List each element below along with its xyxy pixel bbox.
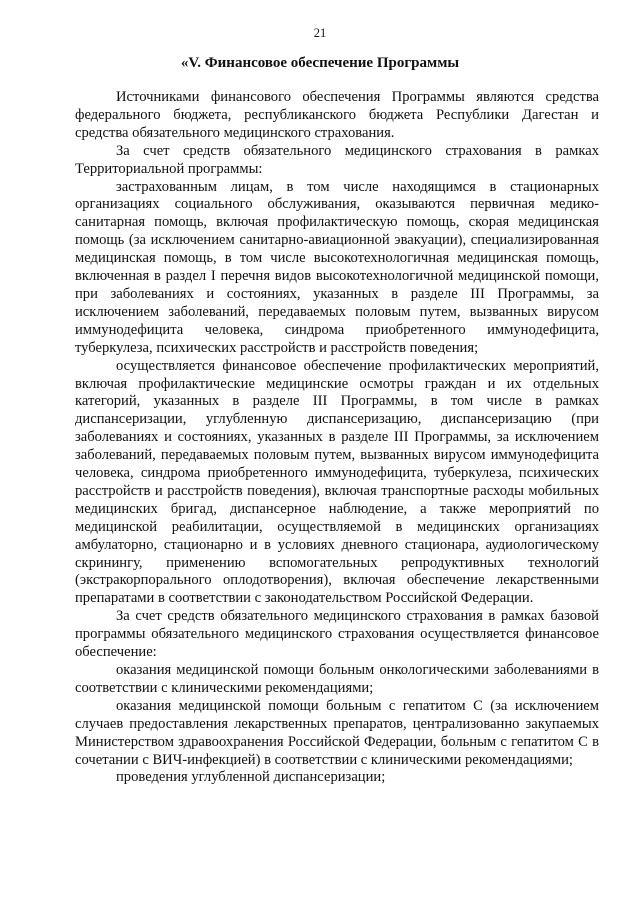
paragraph: осуществляется финансовое обеспечение профилактических мероприятий, включая профилактические медицинские осмотры граждан и их отдельных категорий, указанных в разделе III Программы, в том числе в рамках диспансеризации, углубленную диспансеризацию, диспансеризацию (при заболеваниях и состояниях, указанных в разделе III Программы, за исключением заболеваний, передаваемых половым путем, вызванных вирусом иммунодефицита человека, синдрома приобретенного иммунодефицита, туберкулеза, психических расстройств и расстройств поведения), включая транспортные расходы мобильных медицинских бригад, диспансерное наблюдение, а также мероприятий по медицинской реабилитации, осуществляемой в медицинских организациях амбулаторно, стационарно и в условиях дневного стационара, аудиологическому скринингу, применению вспомогательных репродуктивных технологий (экстракорпорального оплодотворения), включая обеспечение лекарственными препаратами в соответствии с законодательством Российской Федерации. xyxy=(75,357,599,607)
paragraph: За счет средств обязательного медицинского страхования в рамках Территориальной программы: xyxy=(75,142,599,177)
section-heading: «V. Финансовое обеспечение Программы xyxy=(180,55,460,71)
paragraph: За счет средств обязательного медицинского страхования в рамках базовой программы обязательного медицинского страхования осуществляется финансовое обеспечение: xyxy=(75,608,599,661)
paragraph: проведения углубленной диспансеризации; xyxy=(116,769,386,786)
page-number: 21 xyxy=(313,26,327,40)
paragraph: застрахованным лицам, в том числе находящимся в стационарных организациях социального обслуживания, оказываются первичная медико-санитарная помощь, включая профилактическую помощь, скорая медицинская помощь (за исключением санитарно-авиационной эвакуации), специализированная медицинская помощь, в том числе высокотехнологичная медицинская помощь, включенная в раздел I перечня видов высокотехнологичной медицинской помощи, при заболеваниях и состояниях, указанных в разделе III Программы, за исключением заболеваний, передаваемых половым путем, вызванных вирусом иммунодефицита человека, синдрома приобретенного иммунодефицита, туберкулеза, психических расстройств и расстройств поведения; xyxy=(75,178,599,356)
paragraph: оказания медицинской помощи больным онкологическими заболеваниями в соответствии с клиническими рекомендациями; xyxy=(75,662,599,696)
paragraph: оказания медицинской помощи больным с гепатитом C (за исключением случаев предоставления лекарственных препаратов, централизованно закупаемых Министерством здравоохранения Российской Федерации, больным с гепатитом C в сочетании с ВИЧ-инфекцией) в соответствии с клиническими рекомендациями; xyxy=(75,697,599,768)
document-body xyxy=(75,89,599,787)
paragraph: Источниками финансового обеспечения Программы являются средства федерального бюджета, республиканского бюджета Республики Дагестан и средства обязательного медицинского страхования. xyxy=(75,89,599,141)
